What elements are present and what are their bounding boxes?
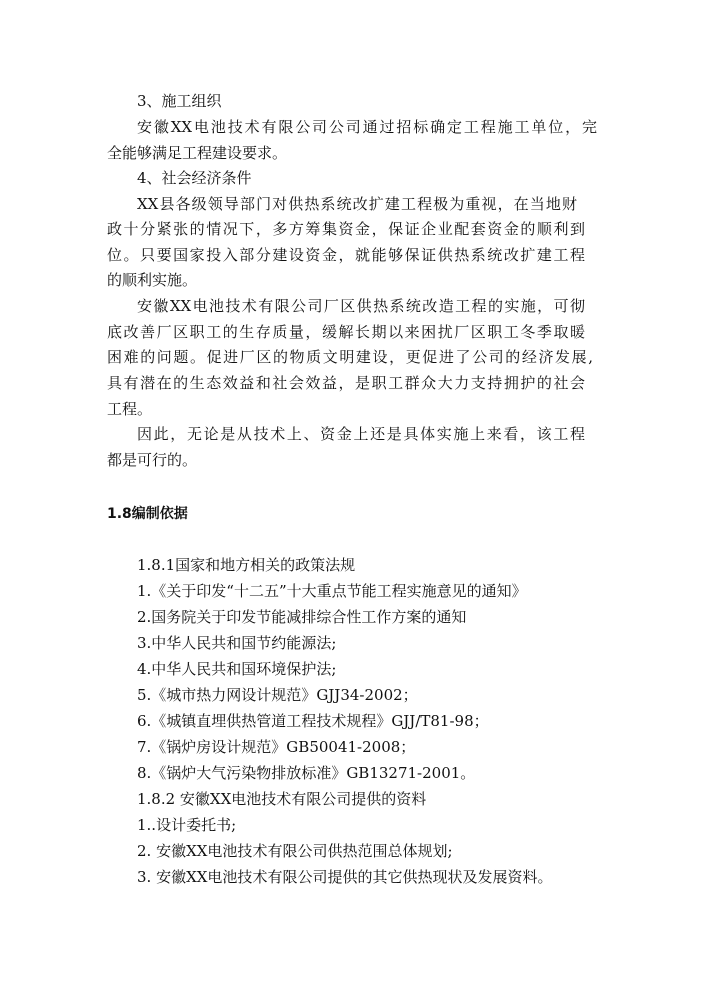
section-4-para-2-line-5: 工程。: [107, 400, 153, 418]
section-4-para-2-line-3: 困难的问题。促进厂区的物质文明建设，更促进了公司的经济发展,: [107, 348, 593, 366]
law-item-7: 7.《锅炉房设计规范》GB50041-2008；: [137, 738, 416, 756]
law-item-6: 6.《城镇直埋供热管道工程技术规程》GJJ/T81-98；: [137, 712, 489, 730]
section-4-para-1-line-2: 政十分紧张的情况下，多方筹集资金，保证企业配套资金的顺利到: [107, 220, 585, 238]
material-item-2: 2. 安徽XX电池技术有限公司供热范围总体规划;: [137, 842, 453, 860]
section-3-para-line-2: 全能够满足工程建设要求。: [107, 144, 288, 162]
subsection-1-8-2-title: 1.8.2 安徽XX电池技术有限公司提供的资料: [137, 790, 427, 808]
section-4-para-2-line-2: 底改善厂区职工的生存质量，缓解长期以来困扰厂区职工冬季取暖: [107, 323, 585, 341]
subsection-1-8-1-title: 1.8.1国家和地方相关的政策法规: [137, 556, 356, 574]
section-3-para-line-1: 安徽XX电池技术有限公司公司通过招标确定工程施工单位，完: [137, 118, 597, 136]
section-4-title: 4、社会经济条件: [137, 169, 252, 187]
section-4-para-1-line-4: 的顺利实施。: [107, 271, 198, 289]
law-item-2: 2.国务院关于印发节能减排综合性工作方案的通知: [137, 608, 467, 626]
law-item-4: 4.中华人民共和国环境保护法;: [137, 660, 337, 678]
section-4-para-2-line-1: 安徽XX电池技术有限公司厂区供热系统改造工程的实施，可彻: [137, 297, 585, 315]
section-4-para-3-line-2: 都是可行的。: [107, 451, 198, 469]
section-4-para-1-line-1: XX县各级领导部门对供热系统改扩建工程极为重视，在当地财: [137, 195, 577, 213]
section-1-8-heading: 1.8编制依据: [107, 506, 188, 522]
law-item-3: 3.中华人民共和国节约能源法;: [137, 634, 337, 652]
material-item-3: 3. 安徽XX电池技术有限公司提供的其它供热现状及发展资料。: [137, 868, 553, 886]
law-item-5: 5.《城市热力网设计规范》GJJ34-2002；: [137, 686, 418, 704]
law-item-1: 1.《关于印发“十二五”十大重点节能工程实施意见的通知》: [137, 582, 527, 600]
section-3-title: 3、施工组织: [137, 92, 222, 110]
material-item-1: 1..设计委托书;: [137, 816, 237, 834]
section-4-para-1-line-3: 位。只要国家投入部分建设资金，就能够保证供热系统改扩建工程: [107, 246, 585, 264]
law-item-8: 8.《锅炉大气污染物排放标准》GB13271-2001。: [137, 764, 476, 782]
section-4-para-2-line-4: 具有潜在的生态效益和社会效益，是职工群众大力支持拥护的社会: [107, 374, 585, 392]
section-4-para-3-line-1: 因此，无论是从技术上、资金上还是具体实施上来看，该工程: [137, 425, 585, 443]
